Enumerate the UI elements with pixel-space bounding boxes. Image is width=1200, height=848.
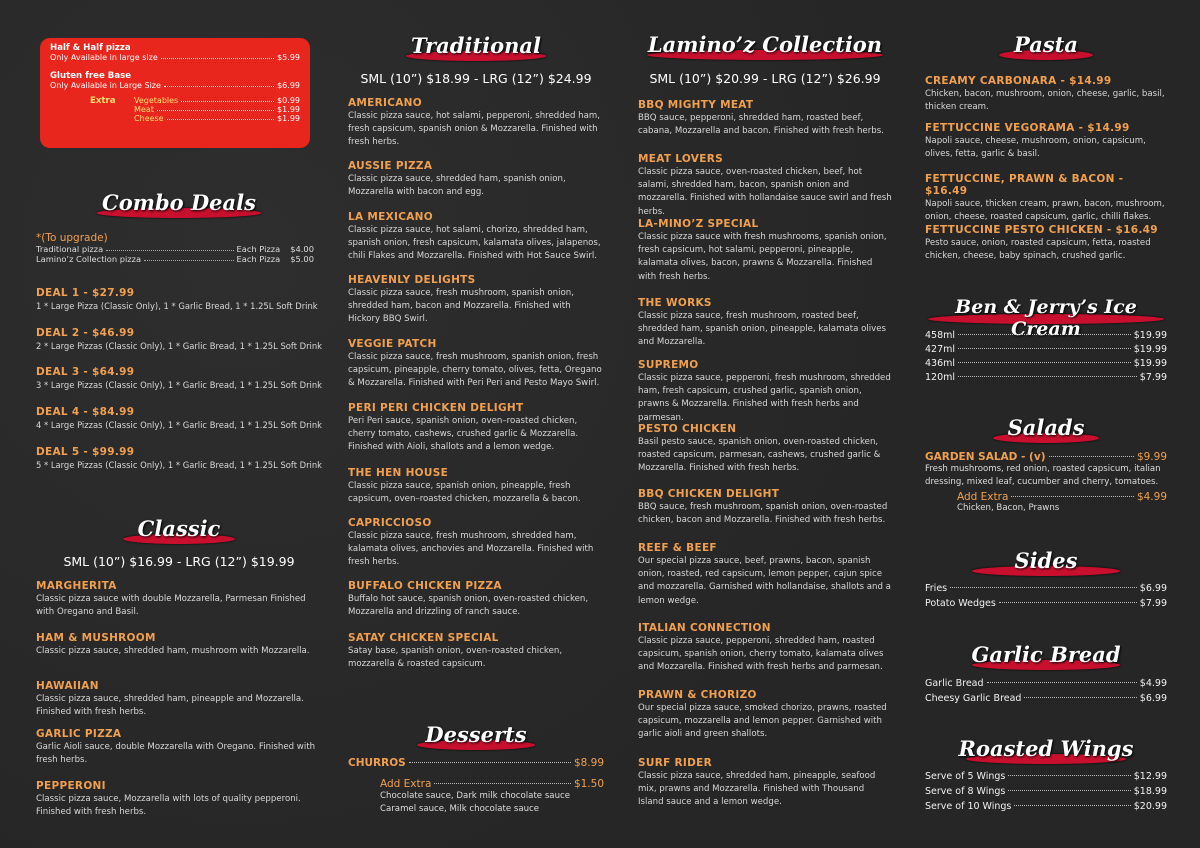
- lamino-item: PESTO CHICKEN Basil pesto sauce, spanish onion, oven-roasted chicken, roasted capsicum, parmesan, cashews, crushed garlic & Mozzarella. Finished with fresh herbs.: [638, 423, 881, 474]
- sides-list: [925, 583, 1167, 609]
- upgrade-row: Traditional pizza Each Pizza $4.00: [36, 244, 314, 254]
- lamino-sizes: SML (10”) $20.99 - LRG (12”) $26.99: [649, 71, 881, 86]
- icecream-row: 436ml $19.99: [925, 358, 1167, 369]
- column-2: [348, 0, 604, 848]
- icecream-heading: Ben & Jerry’s Ice Cream: [925, 296, 1167, 330]
- pasta-item: FETTUCCINE VEGORAMA - $14.99 Napoli sauce, cheese, mushroom, onion, capsicum, olives, fetta, garlic & basil.: [925, 122, 1146, 160]
- deal-3: DEAL 3 - $64.99 3 * Large Pizzas (Classic Only), 1 * Garlic Bread, 1 * 1.25L Soft Drink: [36, 366, 323, 390]
- lamino-item: SURF RIDER Classic pizza sauce, shredded ham, pineapple, seafood mix, prawns and Mozzarella. Finished with Thousand Island sauce and a lemon wedge.: [638, 757, 876, 808]
- sides-row: Potato Wedges $7.99: [925, 598, 1167, 609]
- dessert-extra: Add Extra $1.50 Chocolate sauce, Dark milk chocolate sauce Caramel sauce, Milk chocolate sauce: [380, 778, 604, 814]
- desserts-heading: Desserts: [348, 722, 604, 756]
- churros-row: CHURROS $8.99: [348, 757, 604, 769]
- deal-1: DEAL 1 - $27.99 1 * Large Pizza (Classic Only), 1 * Garlic Bread, 1 * 1.25L Soft Drink: [36, 287, 318, 311]
- lamino-item: REEF & BEEF Our special pizza sauce, beef, prawns, bacon, spanish onion, roasted, red capsicum, lemon pepper, cajun spice and mozzarella. Garnished with hollandaise, shallots and a lemon wedge.: [638, 542, 891, 606]
- wings-row: Serve of 5 Wings $12.99: [925, 771, 1167, 782]
- wings-row: Serve of 8 Wings $18.99: [925, 786, 1167, 797]
- gluten-free-title: Gluten free Base: [50, 71, 132, 81]
- wings-list: [925, 771, 1167, 812]
- pasta-heading: Pasta: [925, 32, 1167, 66]
- classic-item: HAWAIIAN Classic pizza sauce, shredded ham, pineapple and Mozzarella. Finished with fresh herbs.: [36, 680, 304, 718]
- lamino-item: ITALIAN CONNECTION Classic pizza sauce, pepperoni, shredded ham, roasted capsicum, spanish onion, cherry tomato, kalamata olives and Mozzarella. Finished with fresh herbs and parmesan.: [638, 622, 884, 673]
- sides-heading: Sides: [925, 548, 1167, 582]
- lamino-item: SUPREMO Classic pizza sauce, pepperoni, fresh mushroom, shredded ham, fresh capsicum, crushed garlic, spanish onion, prawns & Mozzarella. Finished with fresh herbs and parmesan.: [638, 359, 891, 423]
- classic-heading: Classic: [34, 516, 324, 550]
- pasta-item: FETTUCCINE, PRAWN & BACON - $16.49 Napoli sauce, thicken cream, prawn, bacon, mushroom, onion, cheese, roasted capsicum, garlic, chilli flakes.: [925, 173, 1165, 223]
- classic-sizes: SML (10”) $16.99 - LRG (12”) $19.99: [63, 554, 295, 569]
- garden-salad: GARDEN SALAD - (v) $9.99 Fresh mushrooms, red onion, roasted capsicum, italian dressing, mixed leaf, cucumber and cherry, tomatoes. Add Extra $4.99 Chicken, Bacon, Prawns: [925, 451, 1167, 513]
- icecream-row: 458ml $19.99: [925, 330, 1167, 341]
- lamino-item: PRAWN & CHORIZO Our special pizza sauce, smoked chorizo, prawns, roasted capsicum, mozzarella and lemon pepper. Garnished with garlic aioli and green shallots.: [638, 689, 887, 740]
- gluten-free-price: $6.99: [277, 81, 300, 90]
- wings-row: Serve of 10 Wings $20.99: [925, 801, 1167, 812]
- traditional-heading: Traditional: [348, 33, 604, 67]
- traditional-item: PERI PERI CHICKEN DELIGHT Peri Peri sauce, spanish onion, oven–roasted chicken, cherry tomato, cashews, crushed garlic & Mozzarella. Finished with Aioli, shallots and a lemon wedge.: [348, 402, 579, 453]
- half-half-title: Half & Half pizza: [50, 43, 131, 53]
- traditional-item: VEGGIE PATCH Classic pizza sauce, fresh mushroom, spanish onion, fresh capsicum, pineapple, cherry tomato, olives, fetta, Oregano & Mozzarella. Finished with Peri Peri and Pesto Mayo Swirl.: [348, 338, 602, 389]
- lamino-item: BBQ MIGHTY MEAT BBQ sauce, pepperoni, shredded ham, roasted beef, cabana, Mozzarella and bacon. Finished with fresh herbs.: [638, 99, 884, 137]
- lamino-heading: Lamino’z Collection: [638, 32, 892, 66]
- classic-item: PEPPERONI Classic pizza sauce, Mozzarella with lots of quality pepperoni. Finished with fresh herbs.: [36, 780, 301, 818]
- column-1: [34, 0, 324, 848]
- lamino-item: LA-MINO’Z SPECIAL Classic pizza sauce with fresh mushrooms, spanish onion, fresh capsicum, hot salami, pepperoni, pineapple, kalamata olives, bacon, prawns & Mozzarella. Finished with fresh herbs.: [638, 218, 887, 282]
- traditional-item: CAPRICCIOSO Classic pizza sauce, fresh mushroom, shredded ham, kalamata olives, anchovies and Mozzarella. Finished with fresh herbs.: [348, 517, 594, 568]
- lamino-item: THE WORKS Classic pizza sauce, fresh mushroom, roasted beef, shredded ham, spanish onion, pineapple, kalamata olives and Mozzarella.: [638, 297, 886, 348]
- icecream-row: 427ml $19.99: [925, 344, 1167, 355]
- column-3: [638, 0, 892, 848]
- deal-2: DEAL 2 - $46.99 2 * Large Pizzas (Classic Only), 1 * Garlic Bread, 1 * 1.25L Soft Drink: [36, 327, 323, 351]
- deal-4: DEAL 4 - $84.99 4 * Large Pizzas (Classic Only), 1 * Garlic Bread, 1 * 1.25L Soft Drink: [36, 406, 323, 430]
- traditional-item: LA MEXICANO Classic pizza sauce, hot salami, chorizo, shredded ham, spanish onion, fresh capsicum, kalamata olives, jalapenos, chili Flakes and Mozzarella. Finished with Hot Sauce Swirl.: [348, 211, 601, 262]
- wings-heading: Roasted Wings: [925, 736, 1167, 770]
- traditional-item: AUSSIE PIZZA Classic pizza sauce, shredded ham, spanish onion, Mozzarella with bacon and egg.: [348, 160, 566, 198]
- deal-5: DEAL 5 - $99.99 5 * Large Pizzas (Classic Only), 1 * Garlic Bread, 1 * 1.25L Soft Drink: [36, 446, 323, 470]
- traditional-item: HEAVENLY DELIGHTS Classic pizza sauce, fresh mushroom, spanish onion, shredded ham, bacon and Mozzarella. Finished with Hickory BBQ Swirl.: [348, 274, 574, 325]
- pasta-item: CREAMY CARBONARA - $14.99 Chicken, bacon, mushroom, onion, cheese, garlic, basil, thicken cream.: [925, 75, 1165, 113]
- column-4: [925, 0, 1167, 848]
- half-half-price: $5.99: [277, 53, 300, 62]
- garlic-heading: Garlic Bread: [925, 642, 1167, 676]
- upgrade-row: Lamino’z Collection pizza Each Pizza $5.00: [36, 254, 314, 264]
- extra-row: Vegetables $0.99: [134, 96, 300, 105]
- combo-upgrade: *(To upgrade) Traditional pizza Each Pizza $4.00 Lamino’z Collection pizza Each Pizza $5.00: [36, 232, 314, 264]
- garlic-row: Cheesy Garlic Bread $6.99: [925, 693, 1167, 704]
- traditional-item: AMERICANO Classic pizza sauce, hot salami, pepperoni, shredded ham, fresh capsicum, spanish onion & Mozzarella. Finished with fresh herbs.: [348, 97, 601, 148]
- traditional-sizes: SML (10”) $18.99 - LRG (12”) $24.99: [360, 71, 592, 86]
- extra-label: Extra: [90, 96, 116, 106]
- extra-row: Meat $1.99: [134, 105, 300, 114]
- lamino-item: BBQ CHICKEN DELIGHT BBQ sauce, fresh mushroom, spanish onion, oven-roasted chicken, bacon and Mozzarella. Finished with fresh herbs.: [638, 488, 888, 526]
- classic-item: MARGHERITA Classic pizza sauce with double Mozzarella, Parmesan Finished with Oregano and Basil.: [36, 580, 306, 618]
- icecream-row: 120ml $7.99: [925, 372, 1167, 383]
- traditional-item: THE HEN HOUSE Classic pizza sauce, spanish onion, pineapple, fresh capsicum, oven–roasted chicken, mozzarella & bacon.: [348, 467, 581, 505]
- traditional-item: BUFFALO CHICKEN PIZZA Buffalo hot sauce, spanish onion, oven-roasted chicken, Mozzarella and drizzling of ranch sauce.: [348, 580, 589, 618]
- classic-item: GARLIC PIZZA Garlic Aioli sauce, double Mozzarella with Oregano. Finished with fresh herbs.: [36, 728, 316, 766]
- icecream-list: [925, 330, 1167, 383]
- combo-heading: Combo Deals: [34, 190, 324, 224]
- garlic-row: Garlic Bread $4.99: [925, 678, 1167, 689]
- lamino-item: MEAT LOVERS Classic pizza sauce, oven-roasted chicken, beef, hot salami, shredded ham, bacon, spanish onion and mozzarella. Finished with hollandaise sauce swirl and fresh herbs.: [638, 153, 892, 217]
- half-half-note: Only Available in large size: [50, 53, 158, 62]
- pasta-item: FETTUCCINE PESTO CHICKEN - $16.49 Pesto sauce, onion, roasted capsicum, fetta, roasted chicken, cheese, baby spinach, crushed garlic.: [925, 224, 1158, 262]
- garlic-list: [925, 678, 1167, 704]
- traditional-item: SATAY CHICKEN SPECIAL Satay base, spanish onion, oven–roasted chicken, mozzarella & roasted capsicum.: [348, 632, 563, 670]
- sides-row: Fries $6.99: [925, 583, 1167, 594]
- salads-heading: Salads: [925, 415, 1167, 449]
- gluten-free-note: Only Available in Large Size: [50, 81, 161, 90]
- classic-item: HAM & MUSHROOM Classic pizza sauce, shredded ham, mushroom with Mozzarella.: [36, 632, 310, 656]
- extra-row: Cheese $1.99: [134, 114, 300, 123]
